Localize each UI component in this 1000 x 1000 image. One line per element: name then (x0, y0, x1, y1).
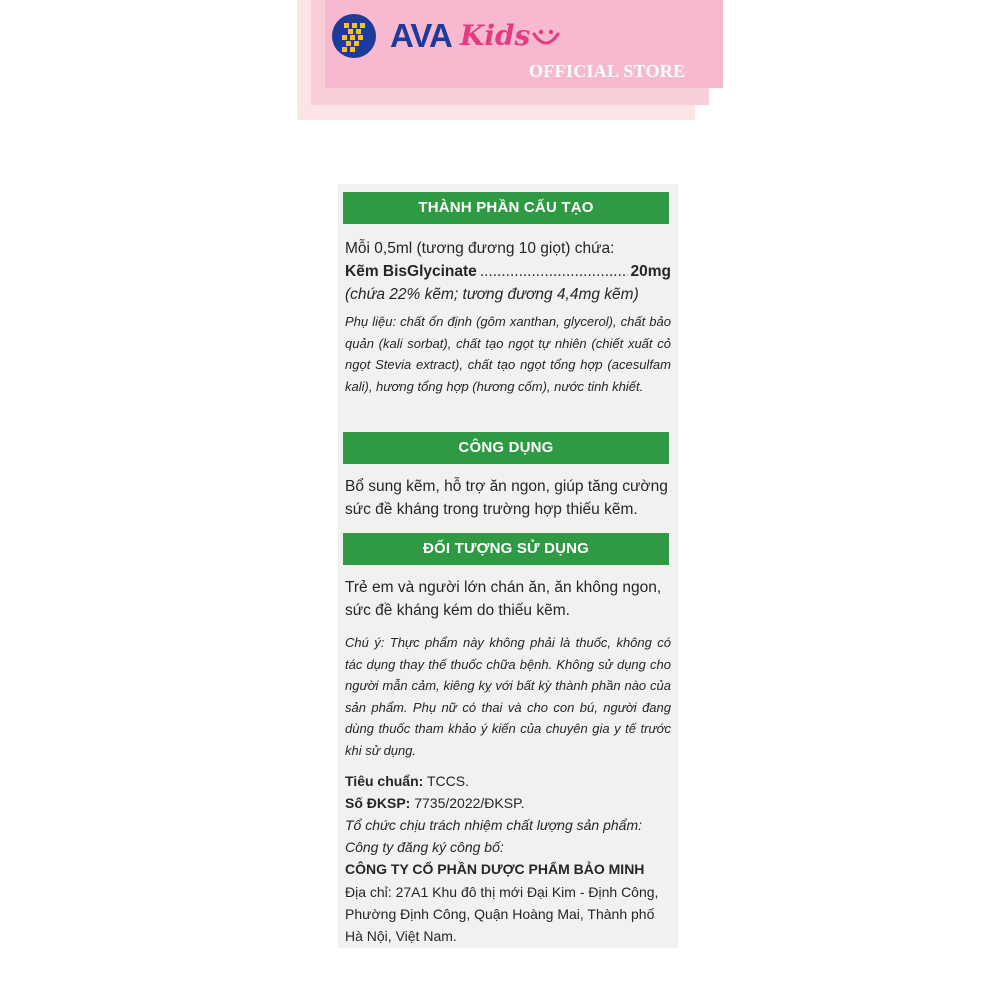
dksp-line (345, 793, 671, 815)
standard-value: TCCS. (426, 773, 469, 789)
ingredient-row (345, 260, 671, 283)
target-heading: ĐỐI TƯỢNG SỬ DỤNG (343, 533, 669, 565)
official-store-label: OFFICIAL STORE (529, 61, 686, 81)
dksp-value: 7735/2022/ĐKSP. (414, 795, 525, 811)
composition-intro: Mỗi 0,5ml (tương đương 10 giọt) chứa: (345, 240, 615, 257)
standard-line (345, 771, 671, 793)
address-line-3: Hà Nội, Việt Nam. (345, 928, 457, 944)
caution-note: Chú ý: Thực phẩm này không phải là thuốc, không có tác dụng thay thế thuốc chữa bệnh. Không sử dụng cho người mẫn cảm, kiêng kỵ với bất kỳ thành phần nào của sản phẩm. Phụ nữ có thai và cho con bú, người đang dùng thuốc tham khảo ý kiến của chuyên gia y tế trước khi sử dụng. (345, 635, 671, 758)
composition-heading: THÀNH PHẦN CẤU TẠO (343, 192, 669, 224)
smile-moon-icon (530, 26, 562, 52)
address-line-2: Phường Định Công, Quận Hoàng Mai, Thành phố (345, 906, 655, 922)
ingredient-name: Kẽm BisGlycinate (345, 263, 477, 280)
registrant-label: Công ty đăng ký công bố: (345, 839, 504, 855)
address-line-1: Địa chỉ: 27A1 Khu đô thị mới Đại Kim - Định Công, (345, 884, 659, 900)
dot-leader (480, 260, 628, 283)
logo-ava-text: AVA (390, 17, 452, 54)
usage-line-1: Bổ sung kẽm, hỗ trợ ăn ngon, giúp tăng cường (345, 478, 668, 495)
logo-kids-text: Kids (460, 19, 531, 52)
ava-star-icon (332, 14, 376, 58)
dksp-label: Số ĐKSP: (345, 795, 411, 811)
company-name: CÔNG TY CỔ PHẦN DƯỢC PHẨM BẢO MINH (345, 861, 645, 877)
excipients-text: Phụ liệu: chất ổn định (gôm xanthan, glycerol), chất bảo quản (kali sorbat), chất tạo ngọt tự nhiên (chiết xuất cỏ ngọt Stevia extract), chất tạo ngọt tổng hợp (acesulfam kali), hương tổng hợp (hương cốm), nước tinh khiết. (345, 314, 671, 394)
ingredient-note: (chứa 22% kẽm; tương đương 4,4mg kẽm) (345, 286, 639, 303)
ingredient-amount: 20mg (630, 263, 671, 280)
usage-line-2: sức đề kháng trong trường hợp thiếu kẽm. (345, 501, 638, 518)
target-line-2: sức đề kháng kém do thiếu kẽm. (345, 602, 570, 619)
target-line-1: Trẻ em và người lớn chán ăn, ăn không ngon, (345, 579, 662, 596)
responsible-org: Tổ chức chịu trách nhiệm chất lượng sản phẩm: (345, 817, 643, 833)
standard-label: Tiêu chuẩn: (345, 773, 424, 789)
usage-heading: CÔNG DỤNG (343, 432, 669, 464)
